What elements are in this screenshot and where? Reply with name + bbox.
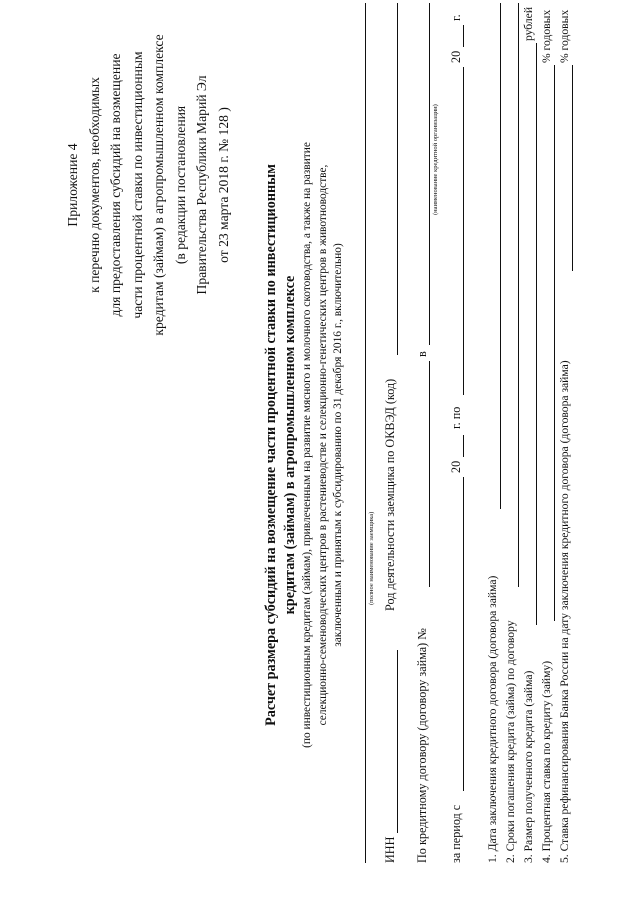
period-end-year-field[interactable] — [463, 25, 464, 47]
period-year-prefix-2: 20 — [449, 50, 463, 63]
appendix-line: кредитам (займам) в агропромышленном комплексе — [151, 34, 166, 336]
period-to-label: г. по — [449, 406, 463, 429]
subtitle-line: (по инвестиционным кредитам (займам), привлеченным на развитие мясного и молочного скотоводства, а также на развитие — [301, 142, 313, 748]
title-line-1: Расчет размера субсидий на возмещение части процентной ставки по инвестиционным — [263, 164, 279, 726]
subtitle-line: заключенным и принятым к субсидированию по 31 декабря 2016 г., включительно) — [332, 243, 344, 647]
item-field[interactable] — [554, 65, 555, 621]
item-label: 3. Размер полученного кредита (займа) — [522, 670, 535, 863]
item-field[interactable] — [518, 3, 519, 587]
item-field[interactable] — [572, 65, 573, 271]
item-field[interactable] — [500, 3, 501, 509]
appendix-line: части процентной ставки по инвестиционным — [129, 51, 145, 319]
item-label: 2. Сроки погашения кредита (займа) по договору — [504, 620, 517, 863]
appendix-line: (в редакции постановления — [172, 105, 188, 265]
document-subtitle — [300, 25, 347, 865]
appendix-header — [62, 25, 234, 345]
appendix-line: к перечню документов, необходимых — [86, 77, 102, 293]
credit-org-field[interactable] — [429, 3, 430, 345]
okved-field[interactable] — [397, 3, 398, 355]
item-label: 1. Дата заключения кредитного договора (договора займа) — [486, 575, 499, 863]
item-suffix: рублей — [522, 6, 535, 41]
period-start-year-field[interactable] — [463, 435, 464, 457]
period-year-prefix-1: 20 — [449, 460, 463, 473]
item-suffix: % годовых — [540, 9, 553, 63]
inn-label: ИНН — [383, 836, 397, 863]
item-suffix: % годовых — [558, 9, 571, 63]
title-line-2: кредитам (займам) в агропромышленном комплексе — [282, 275, 298, 615]
credit-org-caption: (наименование кредитной организации) — [432, 104, 439, 215]
subtitle-line: селекционно-семеноводческих центров в растениеводстве и селекционно-генетических центров в животноводстве, — [316, 164, 329, 726]
loan-contract-label: По кредитному договору (договору займа) № — [415, 628, 429, 863]
appendix-line: от 23 марта 2018 г. № 128 ) — [215, 107, 231, 263]
period-end-field[interactable] — [463, 67, 464, 395]
in-label: в — [415, 351, 429, 357]
loan-contract-number-field[interactable] — [429, 361, 430, 587]
item-field[interactable] — [536, 43, 537, 625]
borrower-name-line[interactable] — [365, 3, 366, 863]
item-label: 4. Процентная ставка по кредиту (займу) — [540, 660, 553, 863]
inn-field[interactable] — [397, 650, 398, 833]
appendix-line: для предоставления субсидий на возмещение — [108, 53, 123, 317]
appendix-line: Приложение 4 — [65, 143, 80, 227]
item-label: 5. Ставка рефинансирования Банка России на дату заключения кредитного договора (договора займа) — [558, 360, 571, 863]
okved-label: Род деятельности заемщика по ОКВЭД (код) — [383, 378, 397, 611]
period-year-suffix: г. — [449, 14, 463, 21]
appendix-line: Правительства Республики Марий Эл — [194, 75, 209, 295]
period-prefix: за период с — [449, 804, 463, 863]
document-title — [262, 45, 300, 845]
borrower-caption: (полное наименование заемщика) — [368, 511, 375, 605]
period-start-field[interactable] — [463, 477, 464, 791]
